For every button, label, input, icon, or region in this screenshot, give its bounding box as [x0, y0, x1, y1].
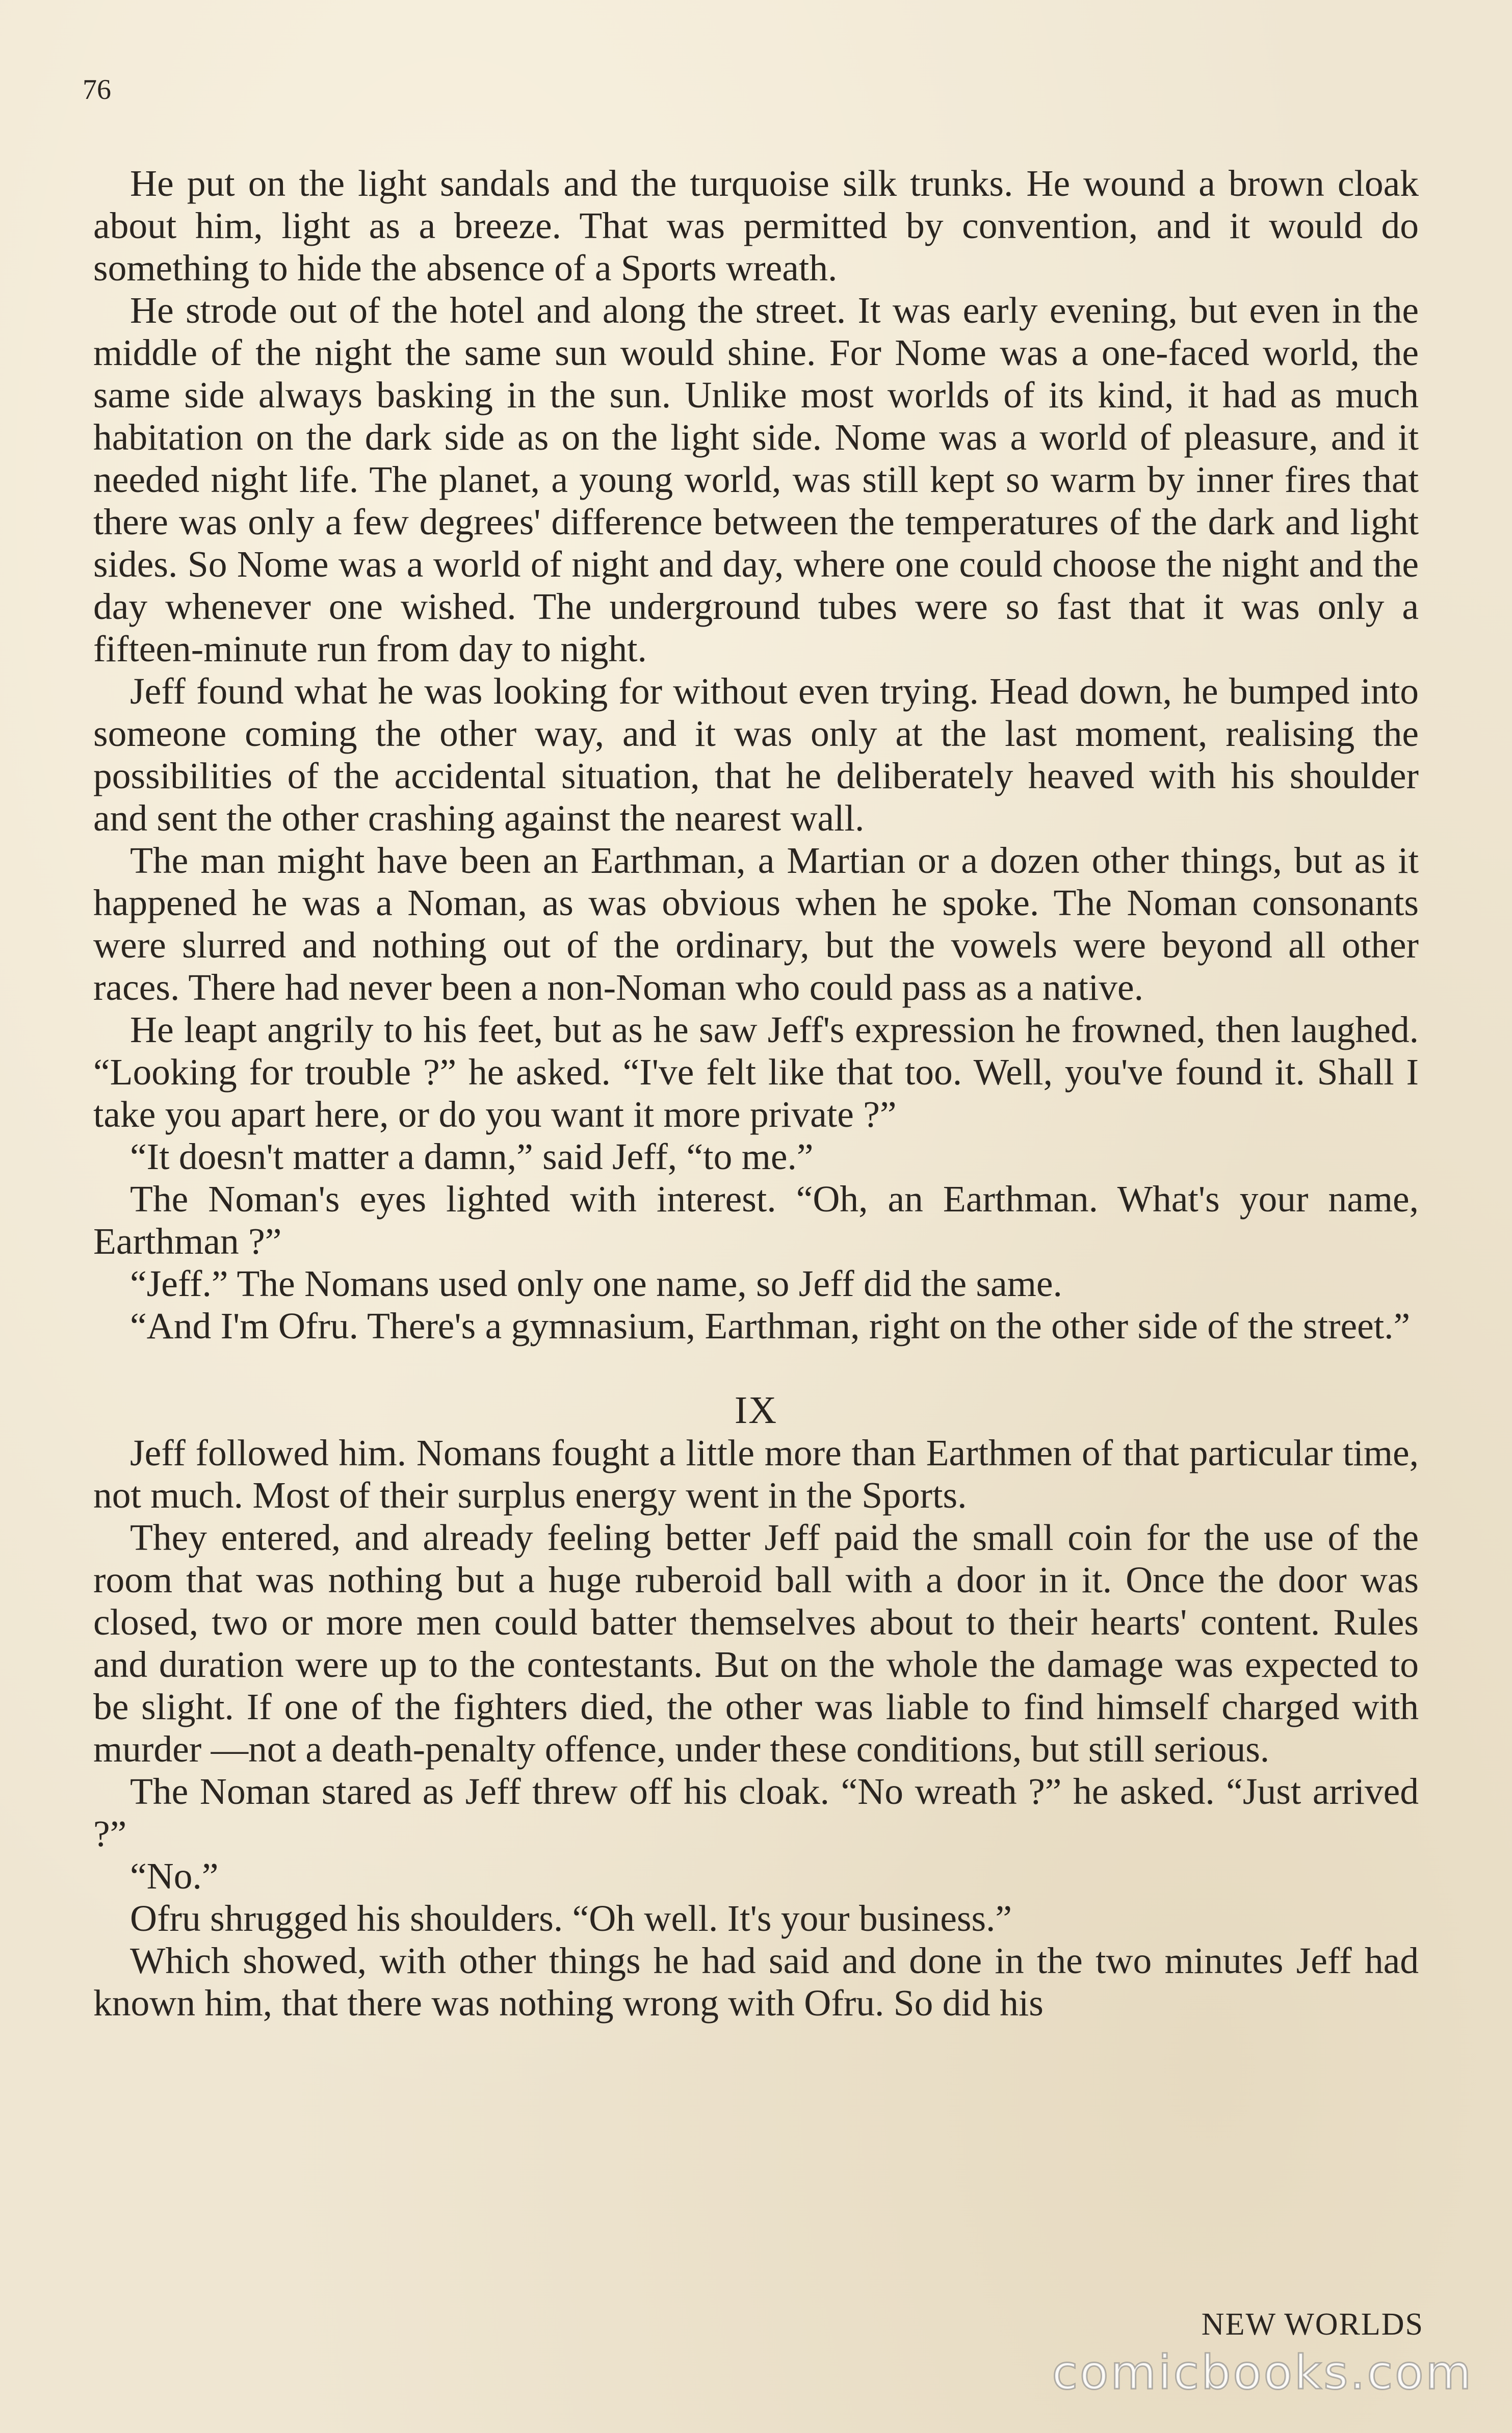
site-watermark: comicbooks.com: [1052, 2345, 1473, 2400]
page-number: 76: [83, 74, 111, 106]
paragraph: Ofru shrugged his shoulders. “Oh well. It's your business.”: [130, 1898, 1012, 1939]
running-footer-title: NEW WORLDS: [1201, 2307, 1424, 2342]
paragraph: “It doesn't matter a damn,” said Jeff, “to me.”: [130, 1136, 814, 1177]
paragraph: The Noman stared as Jeff threw off his cloak. “No wreath ?” he asked. “Just arrived ?”: [93, 1771, 1419, 1854]
paragraph: The man might have been an Earthman, a Martian or a dozen other things, but as it happened he was a Noman, as was obvious when he spoke. The Noman consonants were slurred and nothing out of the ordinary, but the vowels were beyond all other races. There had never been a non-Noman who could pass as a native.: [93, 840, 1419, 1008]
paragraph: “Jeff.” The Nomans used only one name, so Jeff did the same.: [130, 1263, 1062, 1304]
paragraph: Jeff found what he was looking for without even trying. Head down, he bumped into someone coming the other way, and it was only at the last moment, realising the possibilities of the accidental situation, that he deliberately heaved with his shoulder and sent the other crashing against the nearest wall.: [93, 670, 1419, 839]
paragraph: They entered, and already feeling better Jeff paid the small coin for the use of the room that was nothing but a huge ruberoid ball with a door in it. Once the door was closed, two or more men could batter themselves about to their hearts' content. Rules and duration were up to the contestants. But on the whole the damage was expected to be slight. If one of the fighters died, the other was liable to find himself charged with murder —not a death-penalty offence, under these conditions, but still serious.: [93, 1517, 1419, 1770]
paragraph: “No.”: [130, 1855, 219, 1897]
paragraph: He put on the light sandals and the turquoise silk trunks. He wound a brown cloak about him, light as a breeze. That was permitted by convention, and it would do something to hide the absence of a Sports wreath.: [93, 163, 1419, 289]
paragraph: “And I'm Ofru. There's a gymnasium, Earthman, right on the other side of the street.”: [130, 1305, 1411, 1347]
body-text: [93, 162, 1419, 2024]
paragraph: Which showed, with other things he had said and done in the two minutes Jeff had known him, that there was nothing wrong with Ofru. So did his: [93, 1940, 1419, 2024]
paragraph: He leapt angrily to his feet, but as he saw Jeff's expression he frowned, then laughed. “Looking for trouble ?” he asked. “I've felt like that too. Well, you've found it. Shall I take you apart here, or do you want it more private ?”: [93, 1009, 1419, 1135]
paragraph: He strode out of the hotel and along the street. It was early evening, but even in the middle of the night the same sun would shine. For Nome was a one-faced world, the same side always basking in the sun. Unlike most worlds of its kind, it had as much habitation on the dark side as on the light side. Nome was a world of pleasure, and it needed night life. The planet, a young world, was still kept so warm by inner fires that there was only a few degrees' difference between the temperatures of the dark and light sides. So Nome was a world of night and day, where one could choose the night and the day whenever one wished. The underground tubes were so fast that it was only a fifteen-minute run from day to night.: [93, 290, 1419, 669]
paragraph: Jeff followed him. Nomans fought a little more than Earthmen of that particular time, not much. Most of their surplus energy went in the Sports.: [93, 1432, 1419, 1516]
chapter-heading: IX: [734, 1389, 778, 1432]
paragraph: The Noman's eyes lighted with interest. “Oh, an Earthman. What's your name, Earthman ?”: [93, 1178, 1419, 1262]
